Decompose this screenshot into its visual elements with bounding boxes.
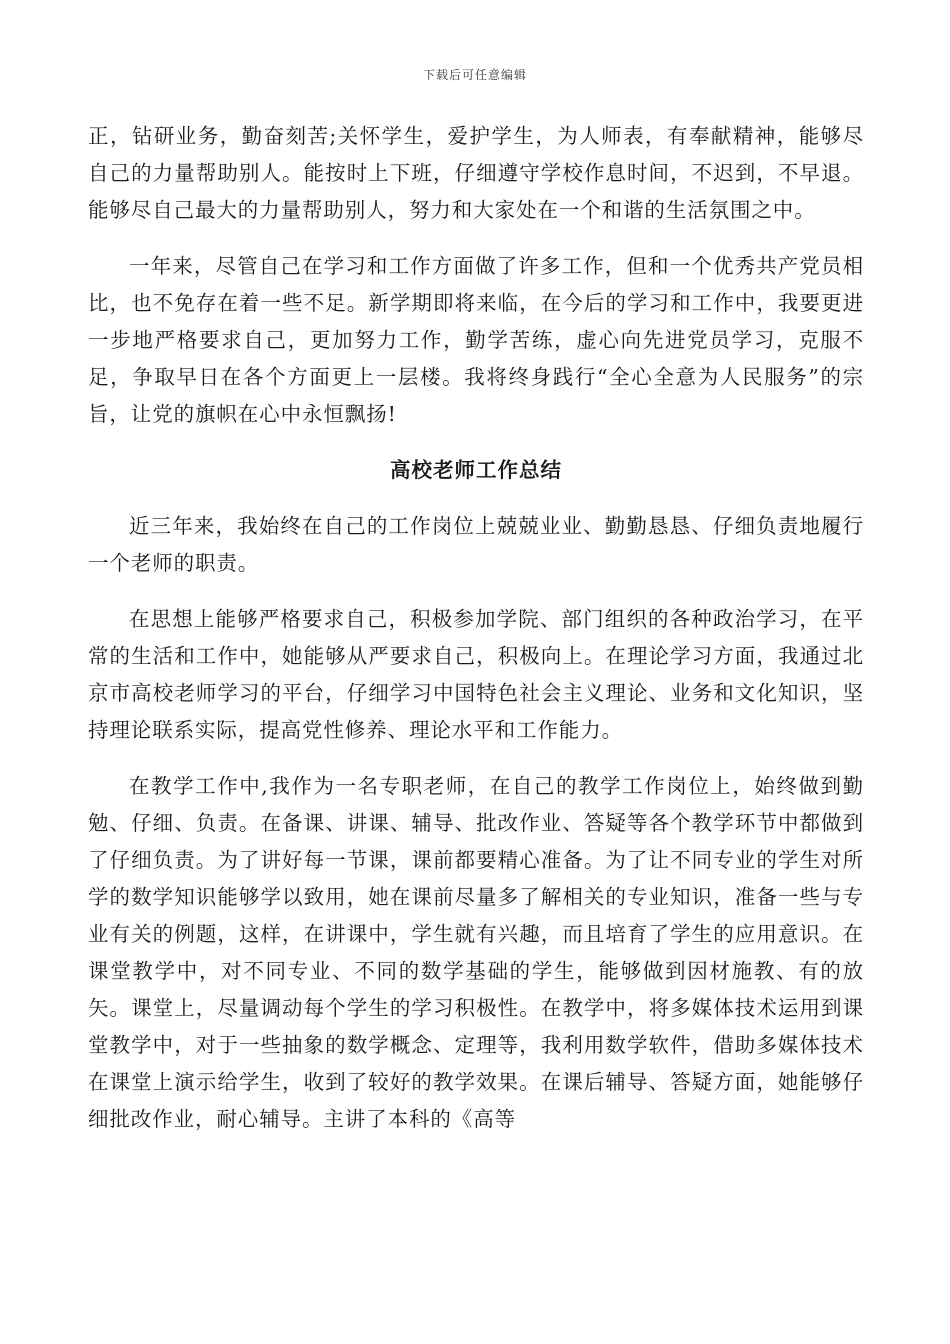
section-title: 高校老师工作总结	[390, 458, 562, 482]
paragraph: 在思想上能够严格要求自己，积极参加学院、部门组织的各种政治学习，在平常的生活和工作中，她能够从严要求自己，积极向上。在理论学习方面，我通过北京市高校老师学习的平台，仔细学习中国特色社会主义理论、业务和文化知识，坚持理论联系实际，提高党性修养、理论水平和工作能力。	[88, 607, 864, 742]
header-note: 下载后可任意编辑	[422, 68, 527, 82]
paragraph: 在教学工作中,我作为一名专职老师，在自己的教学工作岗位上，始终做到勤勉、仔细、负责。在备课、讲课、辅导、批改作业、答疑等各个教学环节中都做到了仔细负责。为了讲好每一节课，课前都要精心准备。为了让不同专业的学生对所学的数学知识能够学以致用，她在课前尽量多了解相关的专业知识，准备一些与专业有关的例题，这样，在讲课中，学生就有兴趣，而且培育了学生的应用意识。在课堂教学中，对不同专业、不同的数学基础的学生，能够做到因材施教、有的放矢。课堂上，尽量调动每个学生的学习积极性。在教学中，将多媒体技术运用到课堂教学中，对于一些抽象的数学概念、定理等，我利用数学软件，借助多媒体技术在课堂上演示给学生，收到了较好的教学效果。在课后辅导、答疑方面，她能够仔细批改作业，耐心辅导。主讲了本科的《高等	[88, 774, 864, 1131]
paragraph-continued: 正，钻研业务，勤奋刻苦;关怀学生，爱护学生，为人师表，有奉献精神，能够尽自己的力量帮助别人。能按时上下班，仔细遵守学校作息时间，不迟到，不早退。能够尽自己最大的力量帮助别人，努力和大家处在一个和谐的生活氛围之中。	[88, 124, 864, 222]
paragraph: 一年来，尽管自己在学习和工作方面做了许多工作，但和一个优秀共产党员相比，也不免存在着一些不足。新学期即将来临，在今后的学习和工作中，我要更进一步地严格要求自己，更加努力工作，勤学苦练，虚心向先进党员学习，克服不足，争取早日在各个方面更上一层楼。我将终身践行“全心全意为人民服务”的宗旨，让党的旗帜在心中永恒飘扬!	[88, 254, 864, 426]
paragraph: 近三年来，我始终在自己的工作岗位上兢兢业业、勤勤恳恳、仔细负责地履行一个老师的职责。	[88, 514, 864, 575]
document-body	[88, 118, 864, 1157]
